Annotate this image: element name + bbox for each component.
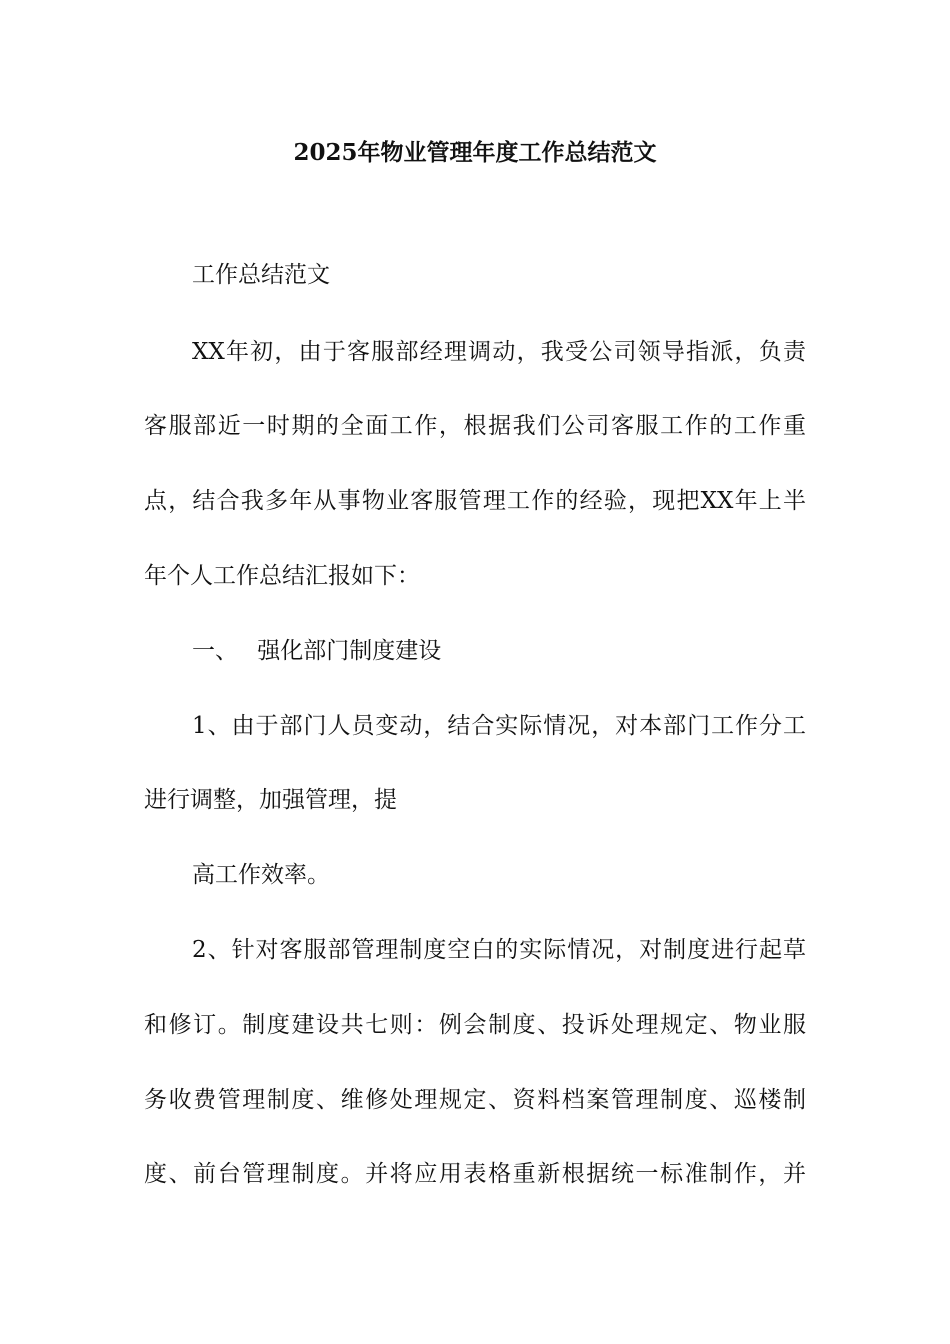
paragraph-line: 2、针对客服部管理制度空白的实际情况，对制度进行起草 — [192, 937, 806, 963]
paragraph-line: 年个人工作总结汇报如下： — [144, 563, 420, 589]
paragraph-line: 进行调整，加强管理，提 — [144, 787, 397, 813]
document-title: 2025年物业管理年度工作总结范文 — [293, 139, 657, 166]
paragraph-line: XX年初，由于客服部经理调动，我受公司领导指派，负责 — [192, 339, 806, 365]
paragraph-line: 客服部近一时期的全面工作，根据我们公司客服工作的工作重 — [144, 413, 806, 439]
paragraph-line: 度、前台管理制度。并将应用表格重新根据统一标准制作，并 — [144, 1161, 806, 1187]
paragraph-line: 工作总结范文 — [192, 262, 330, 288]
paragraph-line: 1、由于部门人员变动，结合实际情况，对本部门工作分工 — [192, 713, 806, 739]
paragraph-line: 高工作效率。 — [192, 862, 330, 888]
paragraph-line: 点，结合我多年从事物业客服管理工作的经验，现把XX年上半 — [144, 488, 806, 514]
paragraph-line: 务收费管理制度、维修处理规定、资料档案管理制度、巡楼制 — [144, 1087, 806, 1113]
section-heading: 一、 强化部门制度建设 — [192, 638, 442, 664]
paragraph-line: 和修订。制度建设共七则：例会制度、投诉处理规定、物业服 — [144, 1012, 806, 1038]
